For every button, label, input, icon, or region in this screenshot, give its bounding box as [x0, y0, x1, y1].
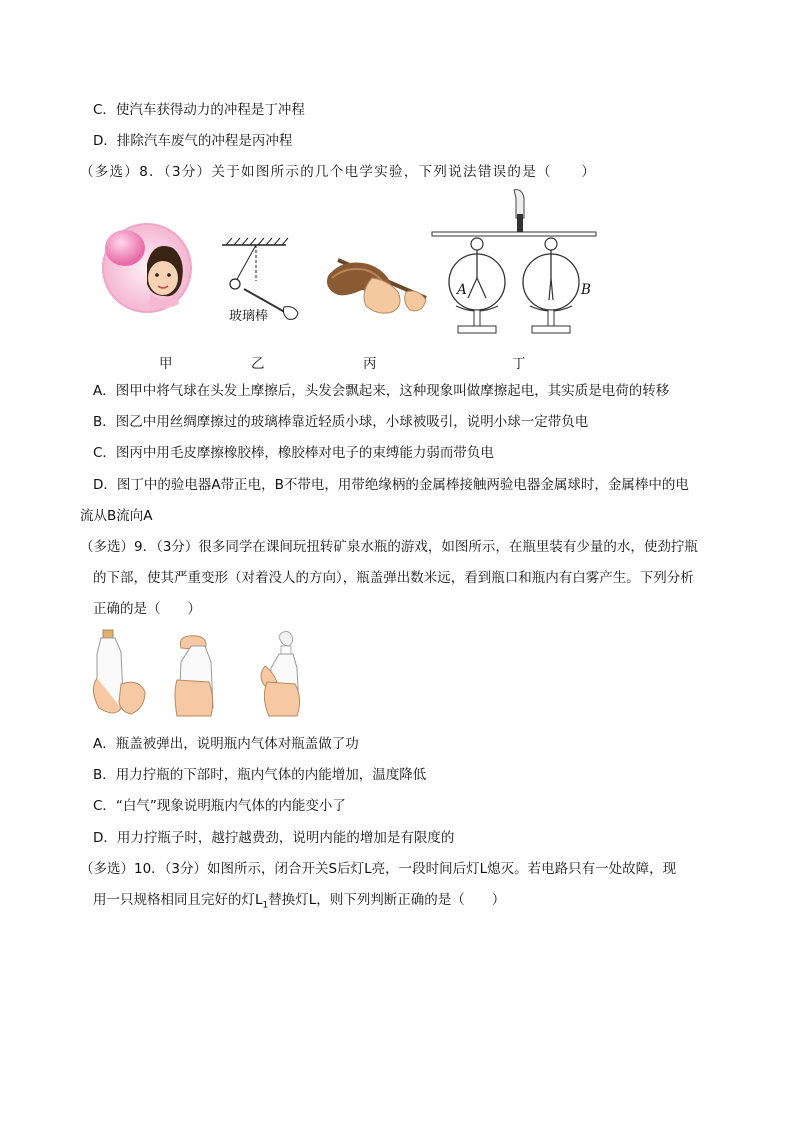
caption-bing: 丙 [363, 356, 377, 372]
q9-option-b: B．用力拧瓶的下部时，瓶内气体的内能增加，温度降低 [93, 767, 427, 783]
q8-option-d-line2: 流从B流向A [80, 508, 153, 524]
q10-stem-line2 [93, 891, 505, 915]
caption-yi: 乙 [251, 356, 265, 372]
electroscope-a-label: A [457, 282, 467, 298]
electroscope-b-label: B [581, 282, 591, 298]
q7-option-d: D．排除汽车废气的冲程是丙冲程 [93, 133, 293, 149]
q8-option-a: A．图甲中将气球在头发上摩擦后，头发会飘起来，这种现象叫做摩擦起电，其实质是电荷的转移 [93, 383, 670, 399]
q8-stem: （多选）8．（3分）关于如图所示的几个电学实验，下列说法错误的是（ ） [80, 164, 597, 180]
q8-option-c: C．图丙中用毛皮摩擦橡胶棒，橡胶棒对电子的束缚能力弱而带负电 [93, 445, 494, 461]
glass-rod-label: 玻璃棒 [229, 309, 269, 324]
q10-stem-line1: （多选）10．（3分）如图所示，闭合开关S后灯L亮，一段时间后灯L熄灭。若电路只有一处故障，现 [80, 861, 677, 877]
q9-option-c: C．“白气”现象说明瓶内气体的内能变小了 [93, 798, 346, 814]
q9-option-a: A．瓶盖被弹出，说明瓶内气体对瓶盖做了功 [93, 736, 359, 752]
q7-option-c: C．使汽车获得动力的冲程是丁冲程 [93, 102, 305, 118]
q10-stem-line2-part2: 替换灯L，则下列判断正确的是（ ） [268, 892, 506, 908]
q8-option-d-line1: D．图丁中的验电器A带正电，B不带电，用带绝缘柄的金属棒接触两验电器金属球时，金属棒中的电 [93, 477, 689, 493]
q9-option-d: D．用力拧瓶子时，越拧越费劲，说明内能的增加是有限度的 [93, 830, 455, 846]
figure-bing-fur-rod [322, 254, 430, 324]
q10-subscript: 1 [262, 900, 269, 911]
caption-jia: 甲 [159, 356, 173, 372]
figure-ding-electroscopes [430, 188, 600, 336]
q9-stem-line2: 的下部，使其严重变形（对着没人的方向），瓶盖弹出数米远，看到瓶口和瓶内有白雾产生。下列分析 [93, 570, 694, 586]
q8-option-b: B．图乙中用丝绸摩擦过的玻璃棒靠近轻质小球，小球被吸引，说明小球一定带负电 [93, 414, 589, 430]
figure-q9-twisting-bottle [93, 628, 323, 720]
q9-stem-line3: 正确的是（ ） [93, 601, 201, 617]
q10-stem-line2-part1: 用一只规格相同且完好的灯L [93, 892, 263, 908]
caption-ding: 丁 [512, 356, 526, 372]
q9-stem-line1: （多选）9．（3分）很多同学在课间玩扭转矿泉水瓶的游戏，如图所示，在瓶里装有少量的水，使劲拧瓶 [80, 539, 698, 555]
figure-jia-balloon-hair [95, 222, 195, 317]
